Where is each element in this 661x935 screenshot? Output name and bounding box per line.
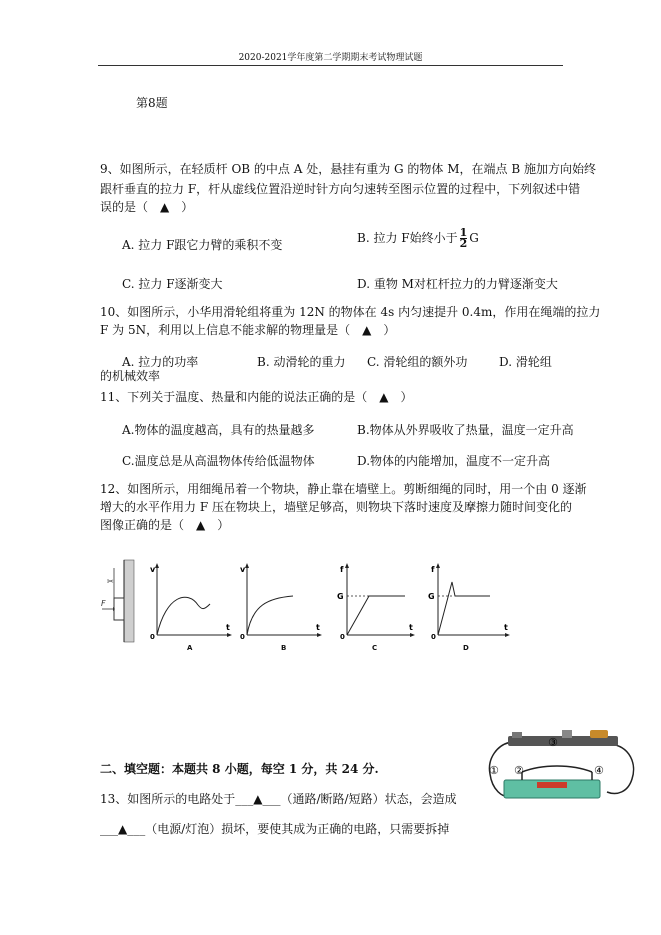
q9-option-c: C. 拉力 F逐渐变大: [122, 277, 223, 291]
q9-option-d: D. 重物 M对杠杆拉力的力臂逐渐变大: [357, 277, 558, 291]
q12-graph-d: [418, 560, 513, 640]
q9-line2: 跟杆垂直的拉力 F，杆从虚线位置沿逆时针方向匀速转至图示位置的过程中，下列叙述中错: [100, 182, 581, 196]
graph-c-axis-f: f: [340, 565, 344, 574]
q12-line3: 图像正确的是（ ▲ ）: [100, 518, 230, 532]
graph-c-g-level: G: [337, 592, 344, 601]
q12-graph-a: [148, 560, 233, 640]
q13-line2: ___▲___（电源/灯泡）损坏，要使其成为正确的电路，只需要拆掉: [100, 822, 450, 836]
graph-b-label: B: [281, 644, 287, 652]
graph-b-axis-t: t: [316, 623, 320, 632]
q12-wall-block-figure: [100, 558, 142, 644]
q11-line1: 11、下列关于温度、热量和内能的说法正确的是（ ▲ ）: [100, 390, 413, 404]
figure-caption: 第8题: [136, 96, 168, 110]
q11-option-d: D.物体的内能增加，温度不一定升高: [357, 454, 551, 468]
one-half-fraction: $\frac{1}{2}$: [459, 226, 468, 250]
force-label: F: [101, 599, 106, 608]
graph-a-axis-v: v: [150, 565, 156, 574]
graph-c-label: C: [372, 644, 378, 652]
circuit-label-3: ③: [548, 736, 558, 749]
graph-d-axis-t: t: [504, 623, 508, 632]
q10-option-c: C. 滑轮组的额外功: [367, 355, 468, 369]
graph-b-origin: 0: [240, 633, 245, 640]
graph-d-origin: 0: [431, 633, 436, 640]
page-header: 2020-2021学年度第二学期期末考试物理试题: [238, 53, 423, 63]
q10-option-a: A. 拉力的功率: [122, 355, 199, 369]
q9-line3: 误的是（ ▲ ）: [100, 200, 194, 214]
q12-line2: 增大的水平作用力 F 压在物块上，墙壁足够高，则物块下落时速度及摩擦力随时间变化的: [100, 500, 572, 514]
graph-d-g-level: G: [428, 592, 435, 601]
section2-title: 二、填空题：本题共 8 小题，每空 1 分，共 24 分.: [100, 762, 379, 776]
q9-option-b-suffix: G: [469, 231, 479, 245]
header-rule: [98, 65, 563, 66]
q9-line1: 9、如图所示，在轻质杆 OB 的中点 A 处，悬挂有重为 G 的物体 M，在端点 B 施加方向始终: [100, 162, 596, 176]
q11-option-a: A.物体的温度越高，具有的热量越多: [122, 423, 315, 437]
graph-c-origin: 0: [340, 633, 345, 640]
q10-option-d: D. 滑轮组: [499, 355, 552, 369]
graph-d-label: D: [463, 644, 469, 652]
svg-text:✂: ✂: [107, 577, 114, 586]
q13-circuit-figure: [482, 724, 642, 814]
graph-d-axis-f: f: [431, 565, 435, 574]
q13-line1: 13、如图所示的电路处于___▲___（通路/断路/短路）状态，会造成: [100, 792, 457, 806]
graph-c-axis-t: t: [409, 623, 413, 632]
circuit-label-2: ②: [514, 764, 524, 777]
graph-b-axis-v: v: [240, 565, 246, 574]
q10-option-b: B. 动滑轮的重力: [257, 355, 346, 369]
q10-line1: 10、如图所示，小华用滑轮组将重为 12N 的物体在 4s 内匀速提升 0.4m，作用在绳端的拉力: [100, 305, 601, 319]
graph-a-label: A: [187, 644, 193, 652]
q10-line2: F 为 5N，利用以上信息不能求解的物理量是（ ▲ ）: [100, 323, 396, 337]
q12-graph-c: [327, 560, 417, 640]
graph-a-axis-t: t: [226, 623, 230, 632]
q9-option-a: A. 拉力 F跟它力臂的乘积不变: [122, 238, 283, 252]
q11-option-b: B.物体从外界吸收了热量，温度一定升高: [357, 423, 574, 437]
q12-line1: 12、如图所示，用细绳吊着一个物块，静止靠在墙壁上。剪断细绳的同时，用一个由 0 逐渐: [100, 482, 587, 496]
circuit-label-1: ①: [489, 764, 499, 777]
q12-graph-b: [238, 560, 323, 640]
q11-option-c: C.温度总是从高温物体传给低温物体: [122, 454, 315, 468]
q10-option-d-continued: 的机械效率: [100, 369, 161, 383]
circuit-label-4: ④: [594, 764, 604, 777]
q9-option-b-prefix: B. 拉力 F始终小于: [357, 231, 458, 245]
graph-a-origin: 0: [150, 633, 155, 640]
q9-option-b: [357, 228, 479, 249]
